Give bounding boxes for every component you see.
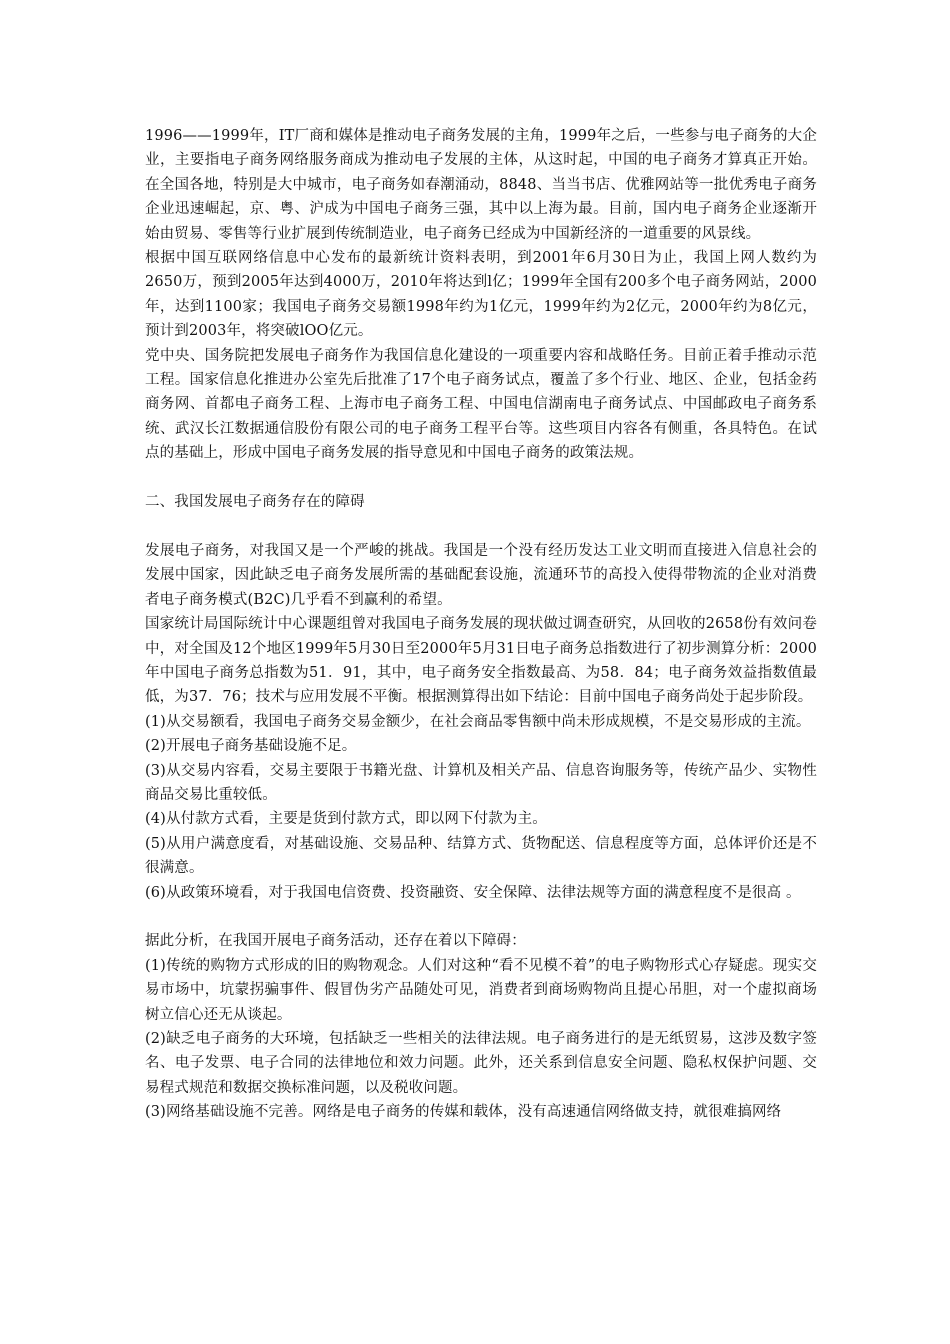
paragraph-internet-statistics: 根据中国互联网络信息中心发布的最新统计资料表明，到2001年6月30日为止，我国上网人数约为2650万，预到2005年达到4000万，2010年将达到l亿；1999年全国有200多个电子商务网站，2000年，达到1100家；我国电子商务交易额1998年约为1亿元，1999年约为2亿元，2000年约为8亿元，预计到2003年，将突破lOO亿元。 xyxy=(145,250,818,340)
conclusion-item-4: (4)从付款方式看，主要是货到付款方式，即以网下付款为主。 xyxy=(145,811,547,828)
blank-line xyxy=(145,514,817,538)
conclusion-item-6: (6)从政策环境看，对于我国电信资费、投资融资、安全保障、法律法规等方面的满意程度不是很高 。 xyxy=(145,884,801,901)
conclusion-item-3: (3)从交易内容看，交易主要限于书籍光盘、计算机及相关产品、信息咨询服务等，传统产品少、实物性商品交易比重较低。 xyxy=(145,762,817,803)
paragraph-survey-analysis: 国家统计局国际统计中心课题组曾对我国电子商务发展的现状做过调查研究，从回收的2658份有效问卷中，对全国及12个地区1999年5月30日至2000年5月31日电子商务总指数进行了初步测算分析：2000年中国电子商务总指数为51．91，其中，电子商务安全指数最高、为58．84；电子商务效益指数值最低，为37．76；技术与应用发展不平衡。根据测算得出如下结论：目前中国电子商务尚处于起步阶段。 xyxy=(145,616,817,706)
obstacle-item-2: (2)缺乏电子商务的大环境，包括缺乏一些相关的法律法规。电子商务进行的是无纸贸易，这涉及数字签名、电子发票、电子合同的法律地位和效力问题。此外，还关系到信息安全问题、隐私权保护问题、交易程式规范和数据交换标准问题，以及税收问题。 xyxy=(145,1030,817,1096)
paragraph-challenge: 发展电子商务，对我国又是一个严峻的挑战。我国是一个没有经历发达工业文明而直接进入信息社会的发展中国家，因此缺乏电子商务发展所需的基础配套设施，流通环节的高投入使得带物流的企业对消费者电子商务模式(B2C)几乎看不到赢利的希望。 xyxy=(145,542,817,608)
paragraph-ecommerce-history: 1996——1999年，IT厂商和媒体是推动电子商务发展的主角，1999年之后，一些参与电子商务的大企业，主要指电子商务网络服务商成为推动电子发展的主体，从这时起，中国的电子商务才算真正开始。在全国各地，特别是大中城市，电子商务如春潮涌动，8848、当当书店、优雅网站等一批优秀电子商务企业迅速崛起，京、粤、沪成为中国电子商务三强，其中以上海为最。目前，国内电子商务企业逐渐开始由贸易、零售等行业扩展到传统制造业，电子商务已经成为中国新经济的一道重要的风景线。 xyxy=(145,128,817,242)
paragraph-obstacles-intro: 据此分析，在我国开展电子商务活动，还存在着以下障碍： xyxy=(145,933,526,950)
conclusion-item-2: (2)开展电子商务基础设施不足。 xyxy=(145,738,357,755)
paragraph-policy-pilot-projects: 党中央、国务院把发展电子商务作为我国信息化建设的一项重要内容和战略任务。目前正着手推动示范工程。国家信息化推进办公室先后批准了17个电子商务试点，覆盖了多个行业、地区、企业，包括金药商务网、首都电子商务工程、上海市电子商务工程、中国电信湖南电子商务试点、中国邮政电子商务系统、武汉长江数据通信股份有限公司的电子商务工程平台等。这些项目内容各有侧重，各具特色。在试点的基础上，形成中国电子商务发展的指导意见和中国电子商务的政策法规。 xyxy=(145,347,817,462)
blank-line xyxy=(145,466,817,490)
section-heading-obstacles: 二、我国发展电子商务存在的障碍 xyxy=(145,494,365,511)
conclusion-item-1: (1)从交易额看，我国电子商务交易金额少，在社会商品零售额中尚未形成规模，不是交易形成的主流。 xyxy=(145,713,811,730)
document-body xyxy=(145,124,817,1125)
obstacle-item-1: (1)传统的购物方式形成的旧的购物观念。人们对这种“看不见模不着”的电子购物形式心存疑虑。现实交易市场中，坑蒙拐骗事件、假冒伪劣产品随处可见，消费者到商场购物尚且提心吊胆，对一个虚拟商场树立信心还无从谈起。 xyxy=(145,957,817,1023)
blank-line xyxy=(145,905,817,929)
conclusion-item-5: (5)从用户满意度看，对基础设施、交易品种、结算方式、货物配送、信息程度等方面，总体评价还是不很满意。 xyxy=(145,835,817,877)
obstacle-item-3: (3)网络基础设施不完善。网络是电子商务的传媒和载体，没有高速通信网络做支持，就很难搞网络 xyxy=(145,1104,782,1121)
